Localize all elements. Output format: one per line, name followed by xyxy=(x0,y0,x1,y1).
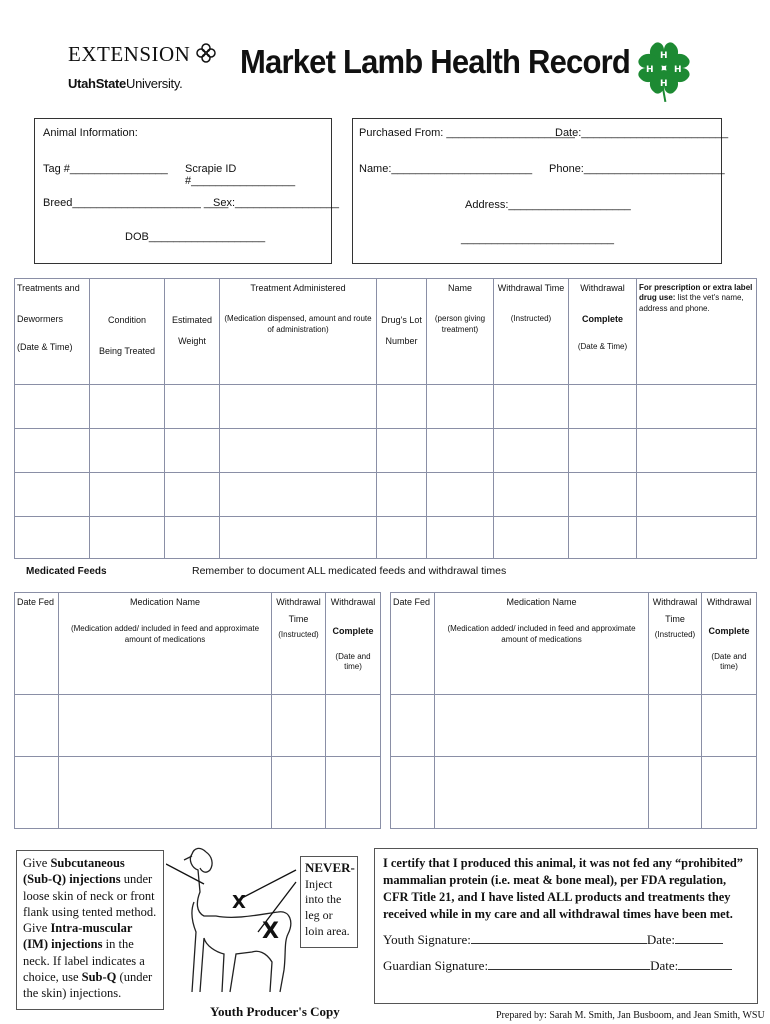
header-withdrawal-time-feed: Withdrawal Time (Instructed) xyxy=(272,593,326,695)
header-withdrawal-time: Withdrawal Time (Instructed) xyxy=(494,279,569,385)
medicated-header-row xyxy=(391,593,757,695)
prepared-by: Prepared by: Sarah M. Smith, Jan Busboom, and Jean Smith, WSU xyxy=(496,1010,765,1021)
page-title: Market Lamb Health Record xyxy=(240,42,630,81)
header-date-fed: Date Fed xyxy=(15,593,59,695)
seller-address-field[interactable]: Address:____________________ xyxy=(465,199,631,211)
lamb-diagram xyxy=(166,842,302,1006)
medicated-header-row xyxy=(15,593,381,695)
header-withdrawal-complete: Withdrawal Complete (Date & Time) xyxy=(569,279,637,385)
header-withdrawal-time-feed: Withdrawal Time (Instructed) xyxy=(649,593,702,695)
purchase-date-field[interactable]: Date:________________________ xyxy=(555,127,729,139)
injection-x-marker: X xyxy=(232,892,246,913)
never-warning-box xyxy=(300,856,358,948)
dob-field[interactable]: DOB___________________ xyxy=(125,231,266,243)
medicated-reminder: Remember to document ALL medicated feeds and withdrawal times xyxy=(192,565,507,577)
certification-box xyxy=(374,848,758,1004)
animal-info-heading: Animal Information: xyxy=(43,127,138,139)
certification-text: I certify that I produced this animal, it was not fed any “prohibited” mammalian protein (i.e. meat & bone meal), per FDA regulation, CFR Title 21, and I have listed ALL products and treatments they received while in my care and all withdrawal times have been met. xyxy=(383,856,743,921)
injection-x-marker: X xyxy=(262,919,279,944)
never-heading: NEVER- xyxy=(305,860,355,875)
clover-h-bottom: H xyxy=(660,79,668,89)
breed-field[interactable]: Breed_____________________ ____ xyxy=(43,197,229,209)
tag-field[interactable]: Tag #________________ xyxy=(43,163,168,175)
header-medication-name: Medication Name (Medication added/ included in feed and approximate amount of medications xyxy=(435,593,649,695)
header-medication-name: Medication Name (Medication added/ included in feed and approximate amount of medications xyxy=(59,593,272,695)
guardian-signature-label: Guardian Signature: xyxy=(383,958,489,974)
small-clover-icon xyxy=(196,43,216,63)
seller-name-field[interactable]: Name:_______________________ xyxy=(359,163,533,175)
four-h-clover-icon xyxy=(636,36,692,104)
header-condition: Condition Being Treated xyxy=(90,279,165,385)
treatments-header-row xyxy=(15,279,757,385)
medicated-feeds-table-left xyxy=(14,592,381,829)
youth-signature-line[interactable] xyxy=(383,932,749,948)
header-treatments-dewormers: Treatments and Dewormers (Date & Time) xyxy=(15,279,90,385)
treatment-row xyxy=(15,385,757,429)
purchase-info-box xyxy=(352,118,729,264)
header-drug-lot-number: Drug's Lot Number xyxy=(377,279,427,385)
treatments-table xyxy=(14,278,757,559)
seller-address-line2[interactable]: _________________________ xyxy=(461,233,614,245)
header-withdrawal-complete-feed: Withdrawal Complete (Date and time) xyxy=(326,593,381,695)
injection-instructions-box: Give Subcutaneous (Sub-Q) injections under loose skin of neck or front flank using tented method. Give Intra-muscular (IM) injections in the neck. If label indicates a choice, use Sub-Q (under the skin) injections. xyxy=(16,850,164,1010)
extension-logo xyxy=(68,42,216,67)
medicated-row xyxy=(391,757,757,829)
sex-field[interactable]: Sex:_________________ xyxy=(213,197,340,209)
scrapie-id-field[interactable]: Scrapie ID #_________________ xyxy=(185,163,296,187)
never-text: Inject into the leg or loin area. xyxy=(305,876,350,938)
medicated-feeds-heading: Medicated Feeds xyxy=(26,566,107,577)
clover-h-top: H xyxy=(660,51,668,61)
youth-signature-label: Youth Signature: xyxy=(383,932,471,948)
youth-producer-copy: Youth Producer's Copy xyxy=(210,1004,340,1019)
clover-h-right: H xyxy=(674,65,682,75)
header-prescription-vet: For prescription or extra label drug use: list the vet's name, address and phone. xyxy=(637,279,757,385)
header-withdrawal-complete-feed: Withdrawal Complete (Date and time) xyxy=(702,593,757,695)
guardian-date-label: Date: xyxy=(650,958,679,974)
animal-info-box xyxy=(34,118,340,264)
treatment-row xyxy=(15,473,757,517)
medicated-row xyxy=(391,695,757,757)
header-treatment-administered: Treatment Administered (Medication dispensed, amount and route of administration) xyxy=(220,279,377,385)
medicated-row xyxy=(15,695,381,757)
seller-phone-field[interactable]: Phone:_______________________ xyxy=(549,163,725,175)
university-wordmark: UtahStateUniversity. xyxy=(68,76,183,91)
medicated-row xyxy=(15,757,381,829)
guardian-signature-line[interactable] xyxy=(383,958,749,974)
header-person-name: Name (person giving treatment) xyxy=(427,279,494,385)
extension-wordmark: EXTENSION xyxy=(68,42,191,66)
treatment-row xyxy=(15,429,757,473)
purchased-from-field[interactable]: Purchased From: _____________________ xyxy=(359,127,575,139)
header-date-fed: Date Fed xyxy=(391,593,435,695)
clover-h-left: H xyxy=(646,65,654,75)
treatment-row xyxy=(15,517,757,559)
header-estimated-weight: Estimated Weight xyxy=(165,279,220,385)
youth-date-label: Date: xyxy=(646,932,676,948)
medicated-feeds-table-right xyxy=(390,592,757,829)
